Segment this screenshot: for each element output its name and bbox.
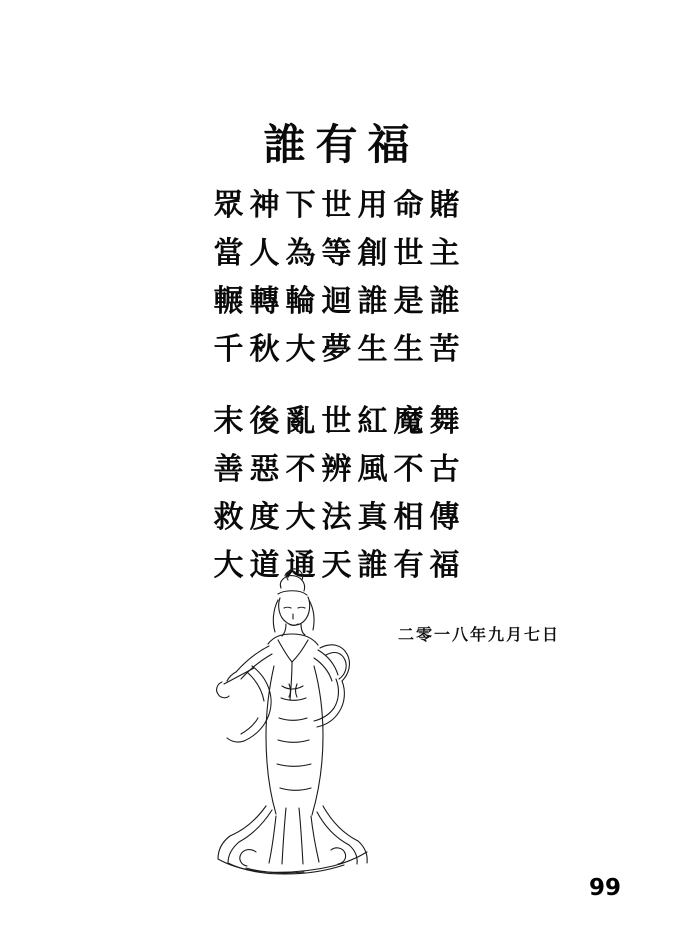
page-title: 誰有福	[263, 120, 420, 170]
verse-line: 輾轉輪迴誰是誰	[213, 284, 466, 319]
date-line: 二零一八年九月七日	[398, 625, 561, 644]
celestial-maiden-illustration	[168, 558, 418, 878]
poem-body	[0, 182, 673, 590]
verse-line: 救度大法真相傳	[213, 500, 466, 535]
verse-line: 眾神下世用命賭	[213, 188, 466, 223]
verse-line: 善惡不辨風不古	[213, 452, 466, 487]
verse-line: 千秋大夢生生苦	[213, 332, 466, 367]
stanza	[0, 182, 673, 374]
page-number: 99	[588, 875, 621, 901]
verse-line: 當人為等創世主	[213, 236, 466, 271]
verse-line: 大道通天誰有福	[213, 548, 466, 583]
verse-line: 末後亂世紅魔舞	[213, 404, 466, 439]
